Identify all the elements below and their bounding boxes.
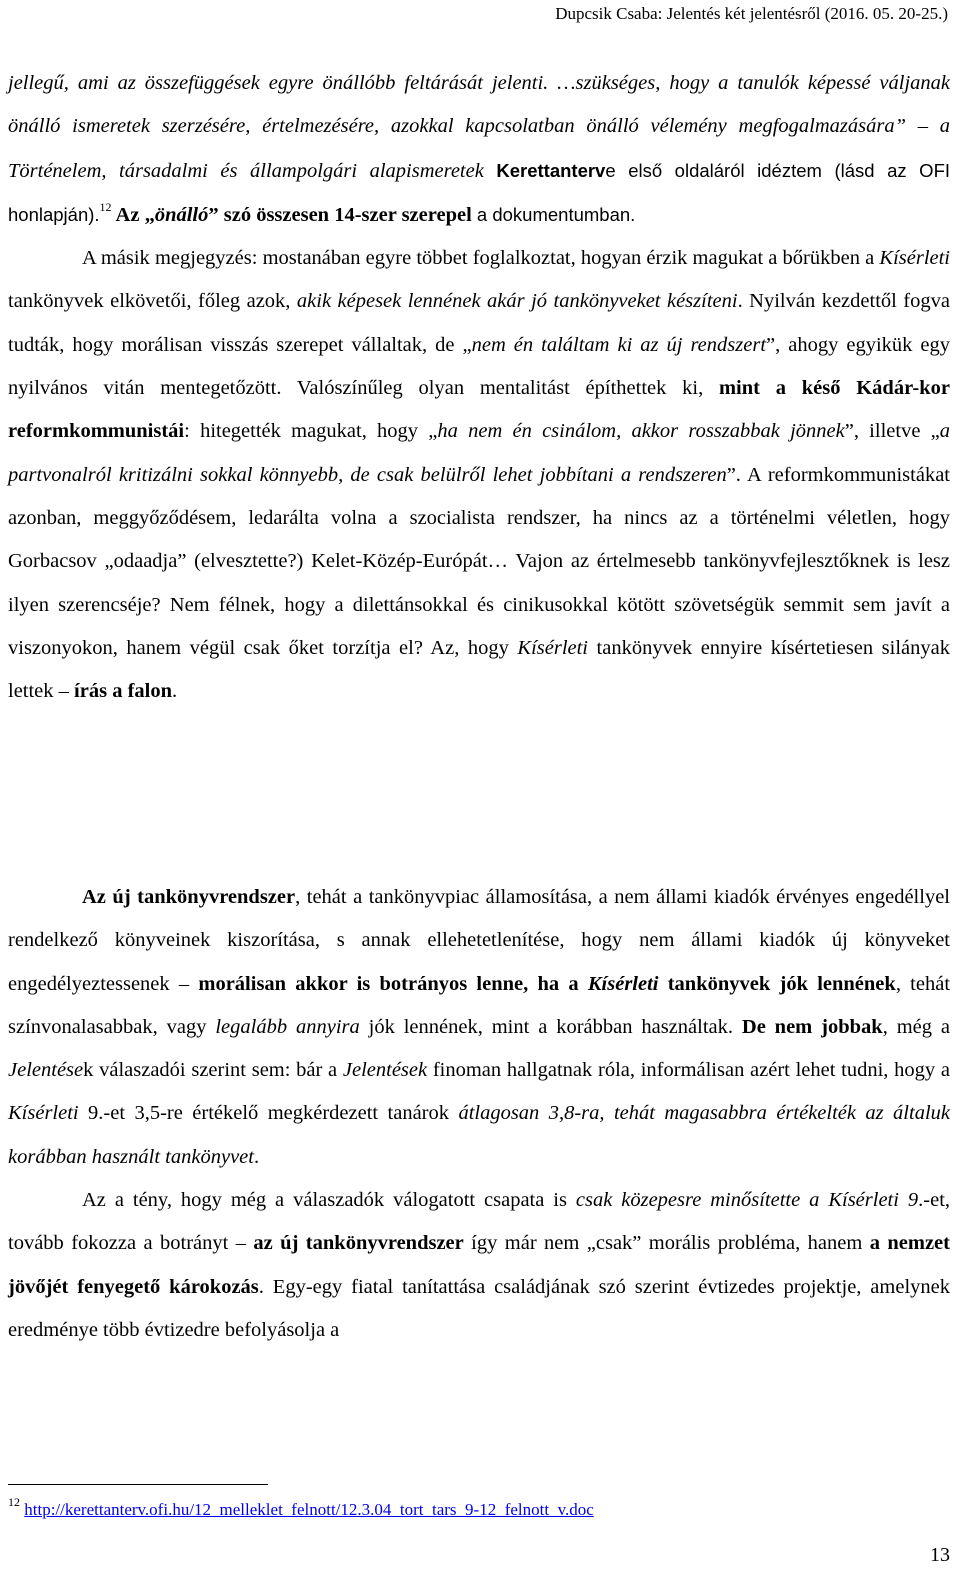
paragraph-2	[8, 237, 950, 713]
plain-text: a dokumentumban.	[471, 203, 636, 225]
bold-text: írás a falon	[74, 680, 172, 703]
emphasis-bold: ” szó összesen 14-szer szerepel	[208, 203, 472, 226]
plain-text: .	[253, 1145, 260, 1168]
italic-text: csak közepesre minősítette a Kísérleti 9	[575, 1189, 919, 1212]
bold-text: az új tankönyvrendszer	[253, 1232, 464, 1255]
bold-text: morálisan akkor is botrányos lenne, ha a	[198, 972, 588, 995]
plain-text: . Egy-egy fiatal tanítattása családjának szó szerint évtizedes projektje, amelynek eredménye több évtizedre befolyásolja a	[8, 1275, 950, 1341]
running-header: Dupcsik Csaba: Jelentés két jelentésről (2016. 05. 20-25.)	[555, 4, 948, 23]
kerettanterv-term: Kerettanterv	[496, 159, 606, 181]
plain-text: k válaszadói szerint sem: bár a	[83, 1059, 343, 1082]
plain-text: .-et, tovább fokozza a botrányt –	[8, 1189, 951, 1255]
plain-text: tankönyvek elkövetői, főleg azok,	[8, 290, 297, 313]
bold-text: De nem jobbak	[741, 1015, 883, 1038]
text-block-upper	[8, 62, 950, 713]
plain-text: tankönyvek ennyire kísértetiesen silányak lettek –	[8, 636, 950, 703]
plain-text: A másik megjegyzés: mostanában egyre többet foglalkoztat, hogyan érzik magukat a bőrükben a	[82, 247, 880, 270]
plain-text: , tehát a tankönyvpiac államosítása, a nem állami kiadók érvényes engedéllyel rendelkező könyveinek kiszorítása, s annak ellehetetlenítése, hogy nem állami kiadók új könyveket engedélyeztessenek –	[8, 886, 950, 995]
bold-text: mint a késő Kádár-kor reformkommunistái	[8, 377, 950, 443]
plain-text: Az a tény, hogy még a válaszadók válogatott csapata is	[82, 1189, 576, 1212]
italic-text: Kísérleti	[8, 1102, 79, 1125]
plain-text: , tehát színvonalasabbak, vagy	[8, 972, 951, 1038]
citation-text: e első oldaláról idéztem (lásd az OFI honlapján).	[8, 159, 951, 225]
plain-text: 9.-et 3,5-re értékelő megkérdezett tanárok	[78, 1102, 459, 1125]
italic-text: Kísérleti	[879, 247, 950, 270]
bold-text: tankönyvek jók lennének	[658, 972, 896, 995]
italic-text: akik képesek lennének akár jó tankönyveket készíteni	[296, 290, 738, 313]
footnote-divider	[8, 1484, 268, 1485]
quote-span: jellegű, ami az összefüggések egyre önállóbb feltárását jelenti. …szükséges, hogy a tanulók képessé váljanak önálló ismeretek szerzésére, értelmezésére, azokkal kapcsolatban önálló vélemény megfogalmazására” – a Történelem, társadalmi és állampolgári alapismeretek	[8, 72, 950, 182]
paragraph-4	[8, 1179, 950, 1352]
footnote-ref[interactable]: 12	[99, 199, 112, 214]
bold-italic-text: Kísérleti	[587, 972, 659, 995]
plain-text: így már nem „csak” morális probléma, hanem	[463, 1232, 870, 1255]
plain-text: ”, ahogy egyikük egy nyilvános vitán mentegetőzött. Valószínűleg olyan mentalitást építhettek ki,	[8, 333, 950, 400]
paragraph-3	[8, 876, 950, 1179]
bold-text: Az új tankönyvrendszer	[82, 886, 296, 908]
text-block-lower	[8, 876, 950, 1352]
italic-text: nem én találtam ki az új rendszert	[471, 333, 767, 356]
paragraph-1	[8, 62, 950, 237]
bold-text: a nemzet jövőjét fenyegető károkozás	[8, 1232, 950, 1298]
emphasis-bold-italic: önálló	[154, 203, 209, 226]
footnote-link[interactable]: http://kerettanterv.ofi.hu/12_melleklet_felnott/12.3.04_tort_tars_9-12_felnott_v.doc	[24, 1500, 594, 1519]
italic-text: legalább annyira	[215, 1015, 360, 1038]
italic-text: Kísérleti	[517, 636, 588, 659]
plain-text: , még a	[882, 1015, 950, 1038]
plain-text: : hitegették magukat, hogy „	[184, 420, 438, 443]
page-number: 13	[930, 1544, 950, 1566]
footnote-number: 12	[8, 1495, 20, 1509]
emphasis-bold: Az „	[111, 203, 155, 226]
italic-text: Jelentések	[342, 1059, 428, 1082]
plain-text: .	[172, 680, 178, 703]
italic-text: ha nem én csinálom, akkor rosszabbak jönnek	[437, 420, 845, 443]
italic-text: a partvonalról kritizálni sokkal könnyebb, de csak belülről lehet jobbítani a rendszeren	[8, 420, 950, 486]
plain-text: ”. A reformkommunistákat azonban, meggyőződésem, ledarálta volna a szocialista rendszer, ha nincs az a történelmi véletlen, hogy Gorbacsov „odaadja” (elvesztette?) Kelet-Közép-Európát… Vajon az értelmesebb tankönyvfejlesztőknek is lesz ilyen szerencséje? Nem félnek, hogy a dilettánsokkal és cinikusokkal kötött szövetségük semmit sem javít a viszonyokon, hanem végül csak őket torzítja el? Az, hogy	[8, 463, 950, 659]
plain-text: ”, illetve „	[844, 420, 940, 443]
plain-text: . Nyilván kezdettől fogva tudták, hogy morálisan visszás szerepet vállaltak, de „	[8, 290, 950, 356]
italic-text: Jelentése	[8, 1059, 84, 1082]
italic-text: átlagosan 3,8-ra, tehát magasabbra értékelték az általuk korábban használt tankönyvet	[8, 1102, 950, 1168]
plain-text: finoman hallgatnak róla, informálisan azért lehet tudni, hogy a	[427, 1059, 950, 1082]
footnote-12	[8, 1495, 594, 1520]
plain-text: jók lennének, mint a korábban használtak.	[359, 1015, 742, 1038]
